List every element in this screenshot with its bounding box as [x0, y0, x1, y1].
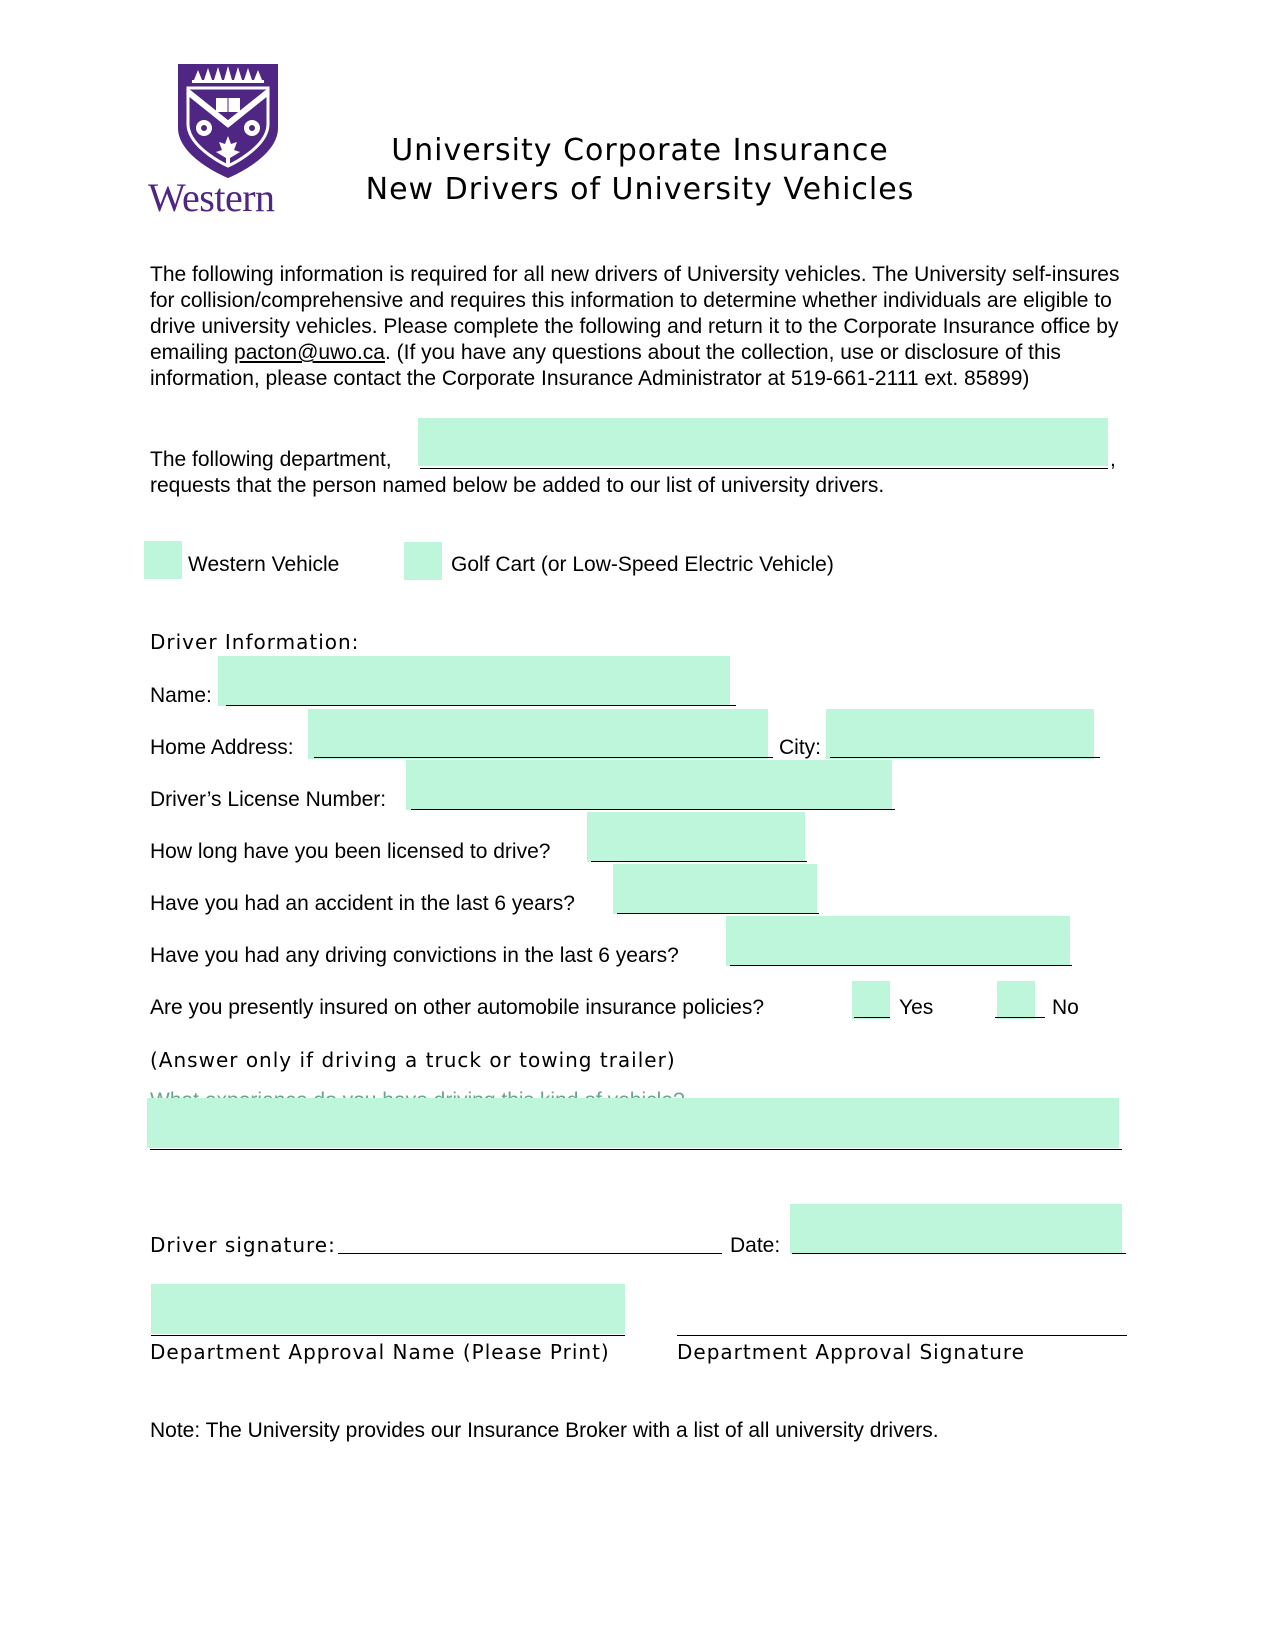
accident-field[interactable]	[613, 864, 817, 914]
convictions-underline	[730, 965, 1072, 966]
home-address-label: Home Address:	[150, 736, 294, 759]
department-underline	[420, 468, 1108, 469]
city-field[interactable]	[826, 709, 1094, 759]
city-label: City:	[779, 736, 821, 759]
license-number-underline	[411, 809, 895, 810]
license-number-field[interactable]	[406, 760, 892, 810]
western-vehicle-checkbox[interactable]	[144, 541, 182, 579]
insured-no-checkbox[interactable]	[997, 981, 1035, 1019]
date-label: Date:	[730, 1234, 781, 1257]
truck-section-note: (Answer only if driving a truck or towing trailer)	[150, 1048, 676, 1072]
dept-approval-name-underline	[151, 1335, 625, 1336]
name-label: Name:	[150, 684, 212, 707]
department-continuation: requests that the person named below be added to our list of university drivers.	[150, 474, 885, 497]
driver-signature-label: Driver signature:	[150, 1233, 336, 1257]
intro-text-start: The following information is required for all new drivers of University vehicles. The University self-insures for collision/comprehensive and requires this information to determine whether individuals are eligible to drive university vehicles. Please complete the following and return it to the Corporate Insurance office by emailing	[150, 263, 1120, 364]
dept-approval-name-field[interactable]	[151, 1284, 625, 1334]
home-address-field[interactable]	[308, 709, 768, 759]
licensed-duration-label: How long have you been licensed to drive?	[150, 840, 551, 863]
date-field[interactable]	[790, 1204, 1122, 1254]
dept-approval-signature-line[interactable]	[677, 1335, 1127, 1336]
shield-icon	[148, 62, 308, 180]
city-underline	[830, 757, 1100, 758]
title-line-1: University Corporate Insurance	[391, 133, 889, 168]
convictions-label: Have you had any driving convictions in the last 6 years?	[150, 944, 679, 967]
dept-approval-name-label: Department Approval Name (Please Print)	[150, 1340, 610, 1364]
insured-no-label: No	[1052, 996, 1079, 1019]
western-logo	[148, 62, 308, 222]
department-comma: ,	[1110, 448, 1116, 471]
intro-paragraph	[150, 262, 1130, 392]
logo-wordmark: Western	[148, 175, 275, 220]
golf-cart-checkbox[interactable]	[404, 542, 442, 580]
dept-approval-signature-label: Department Approval Signature	[677, 1340, 1025, 1364]
driver-info-heading: Driver Information:	[150, 630, 360, 654]
truck-experience-underline	[150, 1149, 1122, 1150]
license-number-label: Driver’s License Number:	[150, 788, 387, 811]
insured-yes-underline	[854, 1017, 890, 1018]
licensed-duration-field[interactable]	[587, 812, 805, 862]
insured-yes-checkbox[interactable]	[852, 981, 890, 1019]
name-field[interactable]	[218, 656, 730, 706]
western-vehicle-label: Western Vehicle	[188, 553, 340, 576]
department-label: The following department,	[150, 448, 392, 471]
driver-signature-line[interactable]	[338, 1253, 722, 1254]
footer-note: Note: The University provides our Insurance Broker with a list of all university drivers.	[150, 1419, 939, 1442]
email-link[interactable]: pacton@uwo.ca	[234, 341, 385, 364]
truck-experience-field[interactable]	[147, 1098, 1119, 1148]
title-line-2: New Drivers of University Vehicles	[365, 172, 915, 207]
date-underline	[792, 1253, 1126, 1254]
convictions-field[interactable]	[726, 916, 1070, 966]
accident-label: Have you had an accident in the last 6 years?	[150, 892, 575, 915]
golf-cart-label: Golf Cart (or Low-Speed Electric Vehicle)	[451, 553, 834, 576]
intro-text-end: . (If you have any questions about the collection, use or disclosure of this information, please contact the Corporate Insurance Administrator at 519-661-2111 ext. 85899)	[150, 341, 1061, 390]
name-underline	[226, 705, 736, 706]
insured-label: Are you presently insured on other automobile insurance policies?	[150, 996, 765, 1019]
licensed-duration-underline	[591, 861, 807, 862]
insured-no-underline	[995, 1017, 1045, 1018]
accident-underline	[617, 913, 819, 914]
home-address-underline	[314, 757, 773, 758]
insured-yes-label: Yes	[899, 996, 934, 1019]
department-field[interactable]	[418, 418, 1108, 466]
